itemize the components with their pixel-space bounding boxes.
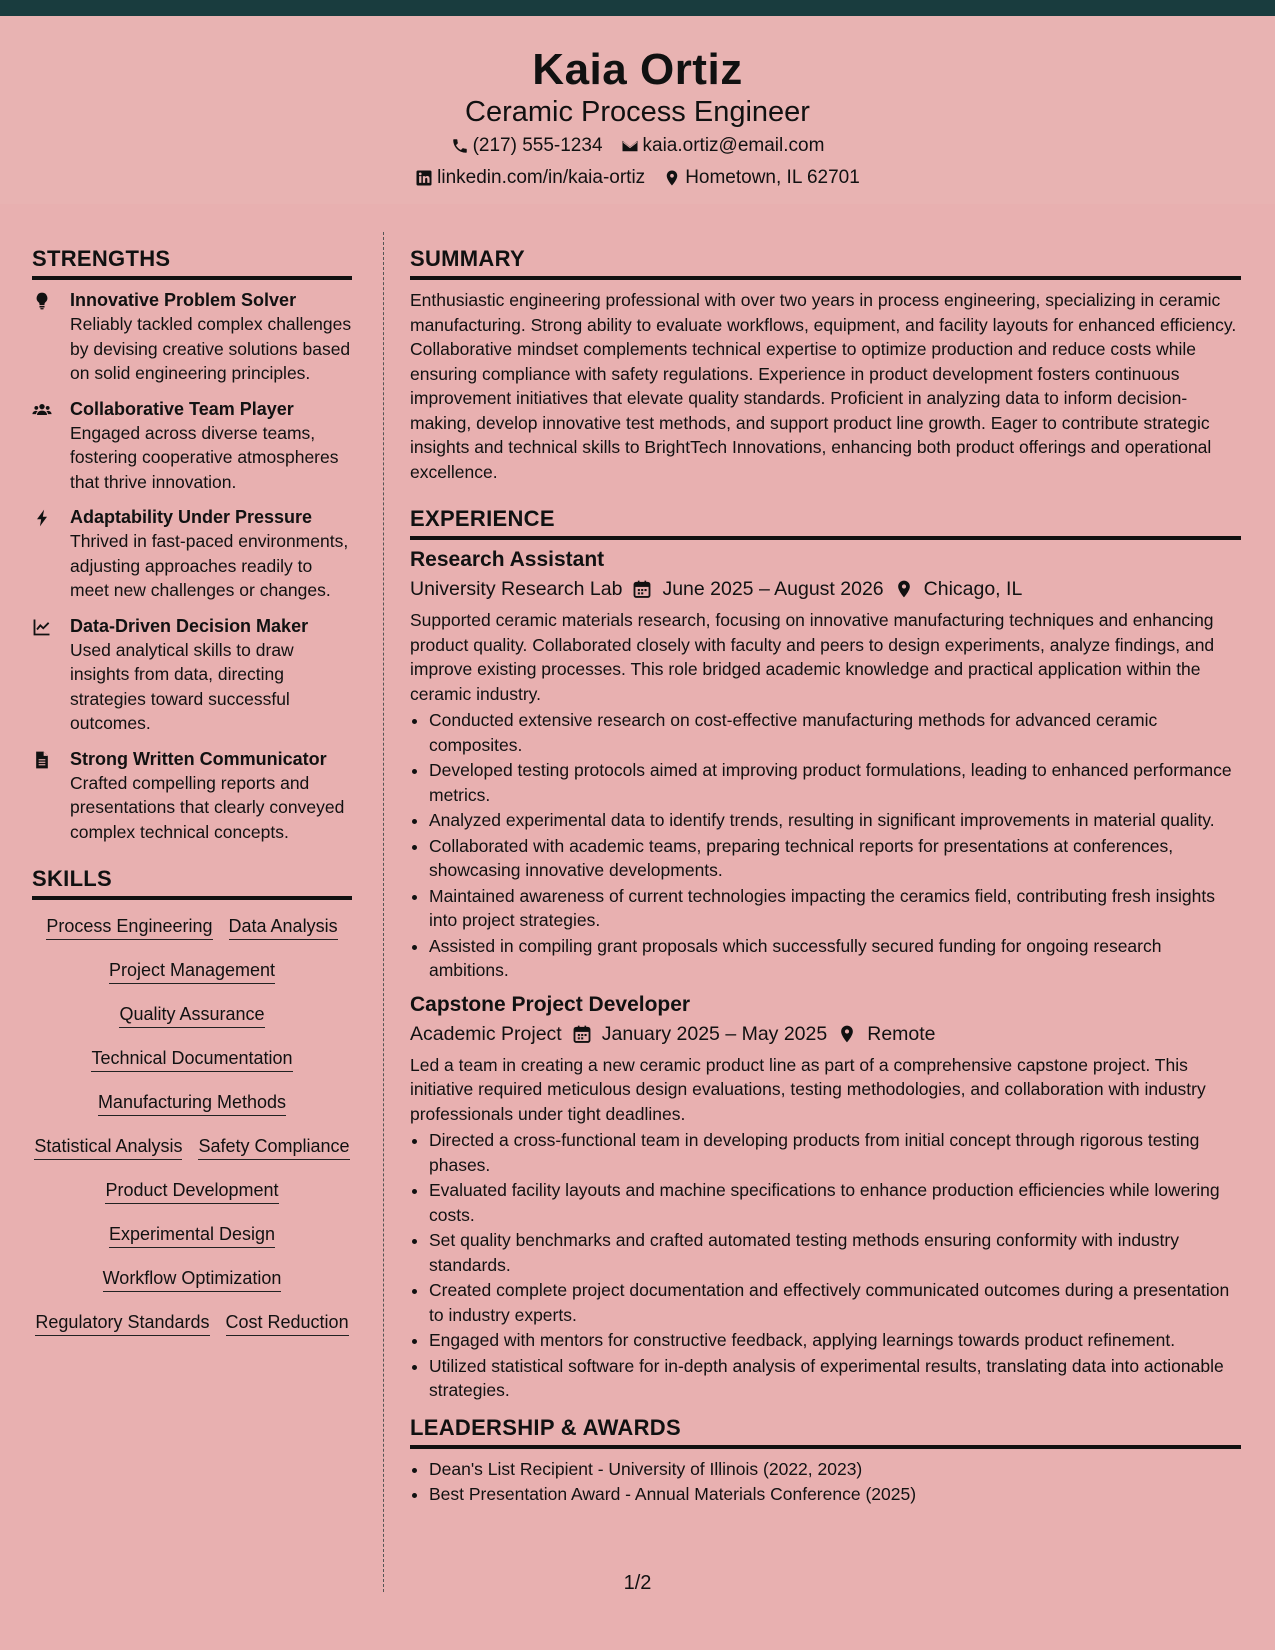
lightbulb-icon [32,291,52,311]
strength-title: Strong Written Communicator [70,748,327,769]
location-contact [663,166,860,190]
top-accent-bar [0,0,1275,16]
list-item: • Engaged with mentors for constructive feedback, applying learnings towards product refinement. [429,1328,1241,1353]
right-column [410,244,1241,1515]
experience-heading: EXPERIENCE [410,504,1241,540]
skills-section [32,864,352,1346]
skill-tag: Manufacturing Methods [98,1082,286,1116]
strengths-heading: STRENGTHS [32,244,352,280]
awards-list [410,1457,1241,1507]
list-item: • Dean's List Recipient - University of Illinois (2022, 2023) [429,1457,1241,1482]
linkedin-contact[interactable] [415,166,645,190]
list-item: • Analyzed experimental data to identify trends, resulting in significant improvements in material quality. [429,808,1241,833]
strength-title: Collaborative Team Player [70,398,294,419]
skill-tag: Product Development [105,1170,278,1204]
job-org: Academic Project [410,1022,562,1045]
phone-contact [451,134,603,158]
list-item: • Developed testing protocols aimed at improving product formulations, leading to enhanced performance metrics. [429,758,1241,807]
job-org: University Research Lab [410,578,623,600]
candidate-name: Kaia Ortiz [532,45,743,94]
strength-title: Adaptability Under Pressure [70,507,313,527]
skill-tag: Workflow Optimization [103,1258,282,1292]
strength-item [32,614,352,736]
phone-text: (217) 555-1234 [472,135,603,156]
envelope-icon [621,137,639,155]
page-number: 1/2 [623,1572,652,1594]
phone-icon [451,137,469,155]
skill-tag: Quality Assurance [119,994,264,1028]
contact-row-2 [0,166,1275,190]
skill-tag: Technical Documentation [91,1038,292,1072]
job-title: Capstone Project Developer [410,992,691,1016]
skill-tag: Regulatory Standards [35,1302,209,1336]
job-entry [410,546,1241,983]
job-title: Research Assistant [410,548,605,571]
email-contact[interactable] [621,134,825,158]
skill-tag: Safety Compliance [198,1126,349,1160]
users-icon [32,400,52,420]
strengths-list [32,288,352,844]
job-dates: January 2025 – May 2025 [601,1022,828,1045]
strength-title: Data-Driven Decision Maker [70,615,309,636]
list-item: • Maintained awareness of current technologies impacting the ceramics field, contributing fresh insights into project strategies. [429,884,1241,933]
strength-item [32,505,352,603]
map-pin-icon [837,1024,857,1044]
candidate-role: Ceramic Process Engineer [465,96,810,128]
list-item: • Conducted extensive research on cost-effective manufacturing methods for advanced ceramic composites. [429,708,1241,757]
resume-header [0,16,1275,204]
location-text: Hometown, IL 62701 [685,167,860,188]
job-meta [410,574,1241,604]
list-item: • Assisted in compiling grant proposals which successfully secured funding for ongoing research ambitions. [429,934,1241,983]
chart-line-icon [32,617,52,637]
job-description: Supported ceramic materials research, focusing on innovative manufacturing techniques and enhancing product quality. Collaborated closely with faculty and peers to design experiments, analyze findings, and improve existing processes. This role bridged academic knowledge and practical application within the ceramic industry. [410,610,1215,704]
list-item: • Directed a cross-functional team in developing products from initial concept through rigorous testing phases. [429,1128,1241,1177]
job-meta [410,1019,1241,1049]
column-divider [383,232,384,1592]
job-location: Chicago, IL [923,578,1023,600]
job-bullets [410,708,1241,983]
list-item: • Set quality benchmarks and crafted automated testing methods ensuring conformity with industry standards. [429,1228,1241,1277]
strength-desc: Thrived in fast-paced environments, adjusting approaches readily to meet new challenges or changes. [70,531,349,600]
bolt-icon [32,508,52,528]
list-item: • Utilized statistical software for in-depth analysis of experimental results, translating data into actionable strategies. [429,1354,1241,1403]
calendar-icon [572,1024,592,1044]
strength-title: Innovative Problem Solver [70,290,297,310]
list-item: • Evaluated facility layouts and machine specifications to enhance production efficiencies while lowering costs. [429,1178,1241,1227]
strength-item [32,288,352,386]
document-icon [32,750,52,770]
job-entry [410,991,1241,1403]
strength-desc: Engaged across diverse teams, fostering cooperative atmospheres that thrive innovation. [70,422,339,492]
map-pin-icon [663,169,681,187]
skill-tag: Process Engineering [46,906,212,940]
list-item: • Collaborated with academic teams, preparing technical reports for presentations at conferences, showcasing innovative developments. [429,834,1241,883]
contact-row-1 [0,134,1275,158]
summary-heading: SUMMARY [410,244,1241,280]
strength-item [32,397,352,495]
skill-tag: Statistical Analysis [34,1126,182,1160]
list-item: • Created complete project documentation and effectively communicated outcomes during a presentation to industry experts. [429,1278,1241,1327]
skill-tag: Cost Reduction [226,1302,349,1336]
skills-list [32,906,352,1346]
left-column [32,244,352,1346]
job-description: Led a team in creating a new ceramic product line as part of a comprehensive capstone project. This initiative required meticulous design evaluations, testing methodologies, and collaboration with industry professionals under tight deadlines. [410,1054,1206,1124]
skill-tag: Data Analysis [229,906,338,940]
strength-item [32,747,352,845]
linkedin-text[interactable]: linkedin.com/in/kaia-ortiz [437,167,646,188]
skill-tag: Experimental Design [109,1214,275,1248]
email-text[interactable]: kaia.ortiz@email.com [642,135,825,156]
map-pin-icon [894,579,914,599]
strength-desc: Reliably tackled complex challenges by devising creative solutions based on solid engineering principles. [70,314,352,383]
summary-text: Enthusiastic engineering professional with over two years in process engineering, specializing in ceramic manufacturing. Strong ability to evaluate workflows, equipment, and facility layouts for enhanced efficiency. Collaborative mindset complements technical expertise to optimize production and reduce costs while ensuring compliance with safety regulations. Experience in product development fosters continuous improvement initiatives that elevate quality standards. Proficient in analyzing data to inform decision-making, develop innovative test methods, and support product line growth. Eager to contribute strategic insights and technical skills to BrightTech Innovations, enhancing both product offerings and operational excellence. [410,290,1237,482]
job-dates: June 2025 – August 2026 [662,578,884,600]
linkedin-icon [415,169,433,187]
list-item: • Best Presentation Award - Annual Materials Conference (2025) [429,1482,1241,1507]
strength-desc: Used analytical skills to draw insights from data, directing strategies toward successful outcomes. [70,639,294,733]
skills-heading: SKILLS [32,864,352,900]
calendar-icon [632,579,652,599]
awards-heading: LEADERSHIP & AWARDS [410,1413,1241,1449]
strength-desc: Crafted compelling reports and presentations that clearly conveyed complex technical concepts. [70,772,345,842]
job-location: Remote [867,1022,936,1045]
job-bullets [410,1128,1241,1403]
skill-tag: Project Management [109,950,275,984]
